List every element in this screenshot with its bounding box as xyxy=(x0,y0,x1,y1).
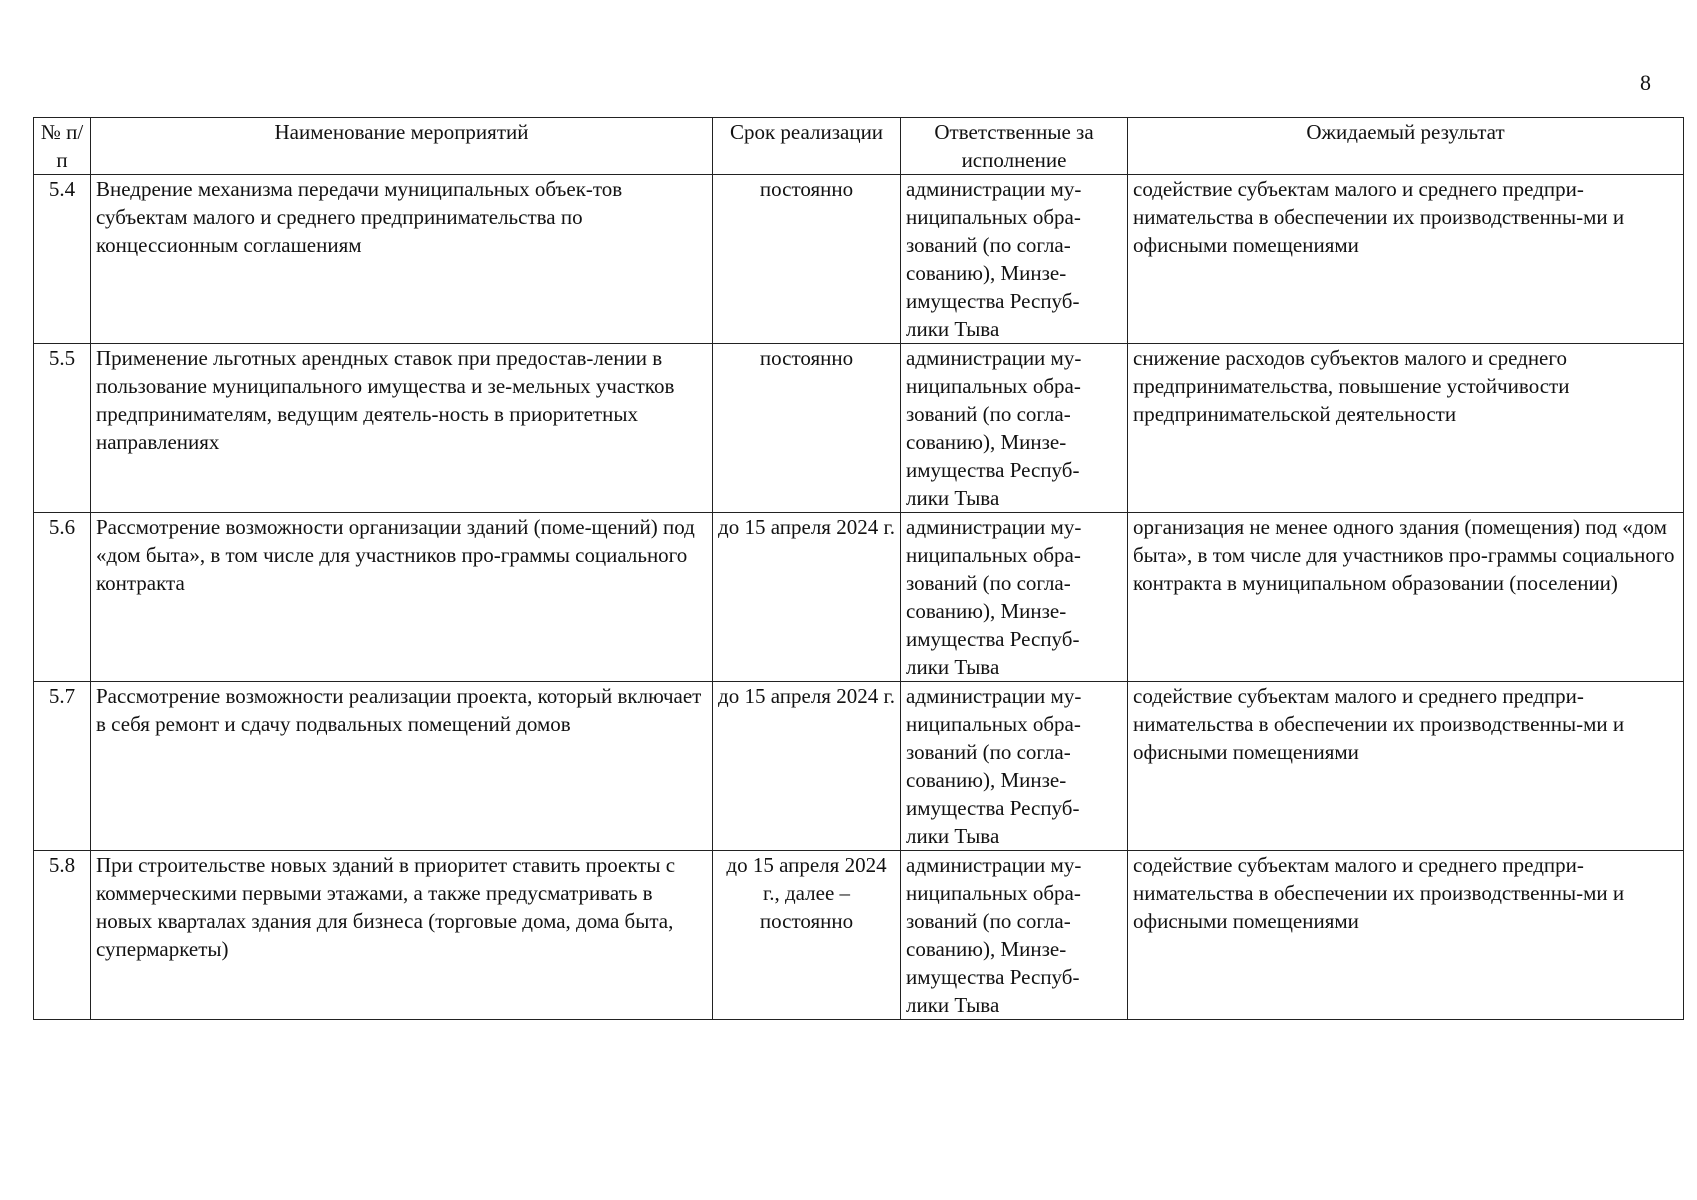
row-term: постоянно xyxy=(713,175,901,344)
row-result: снижение расходов субъектов малого и среднего предпринимательства, повышение устойчивости предпринимательской деятельности xyxy=(1128,344,1684,513)
row-num: 5.7 xyxy=(34,682,91,851)
table-row xyxy=(34,682,1684,851)
header-name: Наименование мероприятий xyxy=(91,118,713,175)
row-name: Применение льготных арендных ставок при предостав-лении в пользование муниципального имущества и зе-мельных участков предпринимателям, ведущим деятель-ность в приоритетных направлениях xyxy=(91,344,713,513)
row-result: организация не менее одного здания (помещения) под «дом быта», в том числе для участников про-граммы социального контракта в муниципальном образовании (поселении) xyxy=(1128,513,1684,682)
row-num: 5.6 xyxy=(34,513,91,682)
row-num: 5.5 xyxy=(34,344,91,513)
table-row xyxy=(34,513,1684,682)
table-row xyxy=(34,344,1684,513)
header-num: № п/п xyxy=(34,118,91,175)
row-responsible: администрации му-ниципальных обра-зований (по согла-сованию), Минзе-имущества Респуб-лики Тыва xyxy=(901,344,1128,513)
row-responsible: администрации му-ниципальных обра-зований (по согла-сованию), Минзе-имущества Респуб-лики Тыва xyxy=(901,851,1128,1020)
row-num: 5.8 xyxy=(34,851,91,1020)
measures-table xyxy=(33,117,1684,1020)
row-result: содействие субъектам малого и среднего предпри-нимательства в обеспечении их производственны-ми и офисными помещениями xyxy=(1128,682,1684,851)
row-num: 5.4 xyxy=(34,175,91,344)
row-name: Внедрение механизма передачи муниципальных объек-тов субъектам малого и среднего предпринимательства по концессионным соглашениям xyxy=(91,175,713,344)
header-result: Ожидаемый результат xyxy=(1128,118,1684,175)
page-number: 8 xyxy=(1640,70,1651,95)
header-term: Срок реализации xyxy=(713,118,901,175)
row-name: При строительстве новых зданий в приоритет ставить проекты с коммерческими первыми этажами, а также предусматривать в новых кварталах здания для бизнеса (торговые дома, дома быта, супермаркеты) xyxy=(91,851,713,1020)
row-responsible: администрации му-ниципальных обра-зований (по согла-сованию), Минзе-имущества Респуб-лики Тыва xyxy=(901,513,1128,682)
row-responsible: администрации му-ниципальных обра-зований (по согла-сованию), Минзе-имущества Респуб-лики Тыва xyxy=(901,682,1128,851)
row-term: постоянно xyxy=(713,344,901,513)
table-row xyxy=(34,175,1684,344)
row-name: Рассмотрение возможности реализации проекта, который включает в себя ремонт и сдачу подвальных помещений домов xyxy=(91,682,713,851)
row-name: Рассмотрение возможности организации зданий (поме-щений) под «дом быта», в том числе для участников про-граммы социального контракта xyxy=(91,513,713,682)
row-term: до 15 апреля 2024 г. xyxy=(713,682,901,851)
row-responsible: администрации му-ниципальных обра-зований (по согла-сованию), Минзе-имущества Респуб-лики Тыва xyxy=(901,175,1128,344)
row-term: до 15 апреля 2024 г., далее – постоянно xyxy=(713,851,901,1020)
header-responsible: Ответственные за исполнение xyxy=(901,118,1128,175)
row-term: до 15 апреля 2024 г. xyxy=(713,513,901,682)
table-header-row xyxy=(34,118,1684,175)
row-result: содействие субъектам малого и среднего предпри-нимательства в обеспечении их производственны-ми и офисными помещениями xyxy=(1128,851,1684,1020)
row-result: содействие субъектам малого и среднего предпри-нимательства в обеспечении их производственны-ми и офисными помещениями xyxy=(1128,175,1684,344)
table-row xyxy=(34,851,1684,1020)
